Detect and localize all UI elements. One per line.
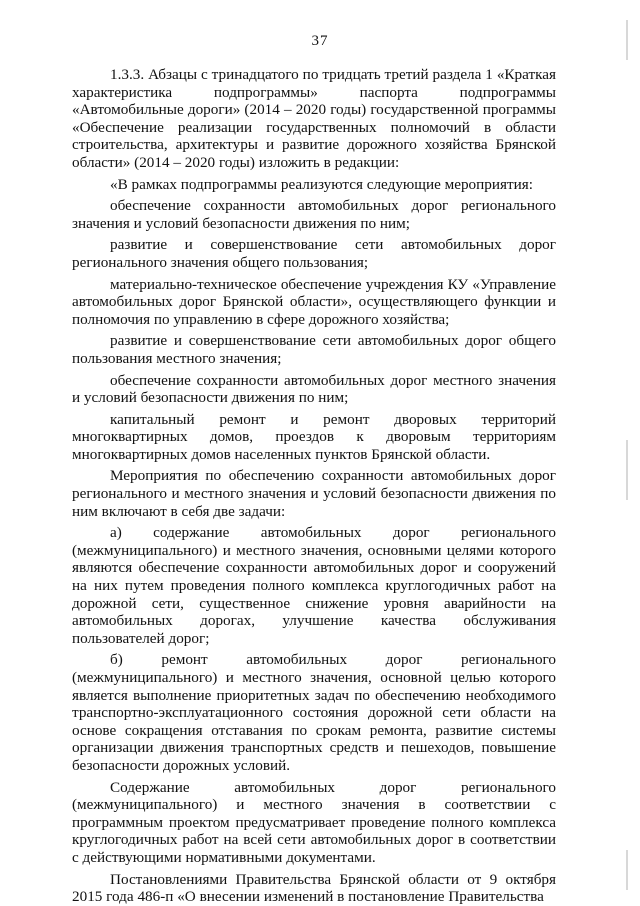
paragraph-resolutions: Постановлениями Правительства Брянской области от 9 октября 2015 года 486-п «О внесении изменений в постановление Правительства [72,870,556,906]
body-text [72,66,556,906]
paragraph-maintenance-program: Содержание автомобильных дорог регионального (межмуниципального) и местного значения в соответствии с программным проектом предусматривает проведение полного комплекса круглогодичных работ на всей сети автомобильных дорог в соответствии с действующими нормативными документами. [72,778,556,866]
paragraph-measure-ku-support: материально-техническое обеспечение учреждения КУ «Управление автомобильных дорог Брянской области», осуществляющего функции и полномочия по управлению в сфере дорожного хозяйства; [72,275,556,328]
scan-edge-mark [626,440,628,500]
paragraph-measure-regional-safety: обеспечение сохранности автомобильных дорог регионального значения и условий безопасности движения по ним; [72,197,556,232]
paragraph-task-repair: б) ремонт автомобильных дорог регионального (межмуниципального) и местного значения, основной целью которого является выполнение приоритетных задач по обеспечению необходимого транспортно-эксплуатационного состояния дорожной сети области на основе сокращения отставания по срокам ремонта, развитие системы организации движения транспортных средств и пешеходов, повышение безопасности дорожных условий. [72,651,556,774]
paragraph-measure-yard-repair: капитальный ремонт и ремонт дворовых территорий многоквартирных домов, проездов к дворовым территориям многоквартирных домов населенных пунктов Брянской области. [72,410,556,463]
paragraph-task-maintenance: а) содержание автомобильных дорог регионального (межмуниципального) и местного значения, основными целями которого являются обеспечение сохранности автомобильных дорог и сооружений на них путем проведения полного комплекса круглогодичных работ на дорожной сети, существенное снижение уровня аварийности на автомобильных дорогах, улучшение качества обслуживания пользователей дорог; [72,524,556,647]
scan-edge-mark [626,850,628,890]
paragraph-measure-local-network: развитие и совершенствование сети автомобильных дорог общего пользования местного значения; [72,332,556,367]
paragraph-measure-local-safety: обеспечение сохранности автомобильных дорог местного значения и условий безопасности движения по ним; [72,371,556,407]
paragraph-measure-regional-network: развитие и совершенствование сети автомобильных дорог регионального значения общего пользования; [72,236,556,271]
scan-edge-mark [626,20,628,60]
paragraph-measures-intro: «В рамках подпрограммы реализуются следующие мероприятия: [110,175,533,193]
page-number: 37 [311,33,329,49]
paragraph-amendment: 1.3.3. Абзацы с тринадцатого по тридцать третий раздела 1 «Краткая характеристика подпрограммы» паспорта подпрограммы «Автомобильные дороги» (2014 – 2020 годы) государственной программы «Обеспечение реализации государственных полномочий в области строительства, архитектуры и развитие дорожного хозяйства Брянской области» (2014 – 2020 годы) изложить в редакции: [72,66,556,171]
paragraph-two-tasks: Мероприятия по обеспечению сохранности автомобильных дорог регионального и местного значения и условий безопасности движения по ним включают в себя две задачи: [72,467,556,520]
